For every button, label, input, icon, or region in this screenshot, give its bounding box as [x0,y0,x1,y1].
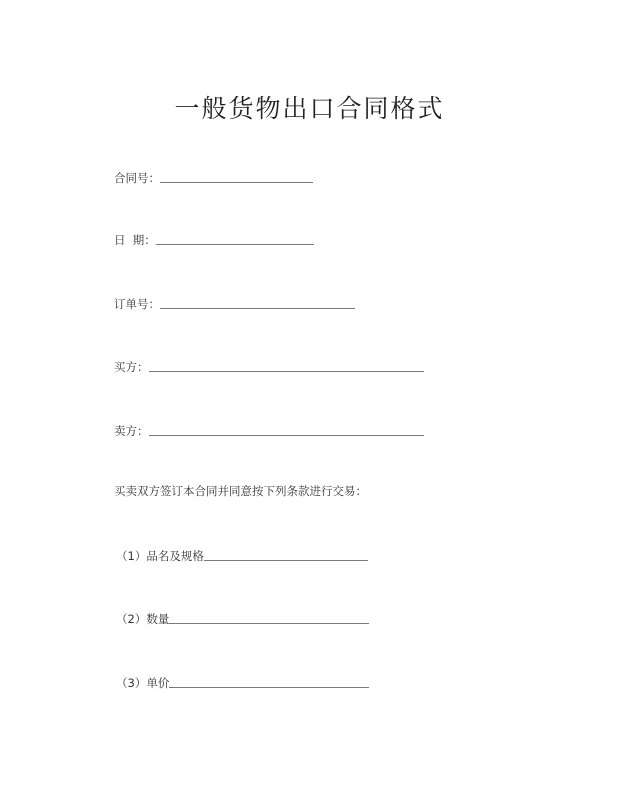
clause-1-blank[interactable] [204,560,368,561]
date-label: 日 期： [114,233,156,247]
buyer-field [114,354,424,374]
date-blank[interactable] [156,244,314,245]
clause-2-blank[interactable] [169,623,369,624]
order-number-field [114,291,355,311]
order-number-blank[interactable] [160,308,355,309]
document-title: 一般货物出口合同格式 [174,93,445,123]
contract-number-field [114,165,313,185]
clause-3-label: （3）单价 [116,676,170,690]
order-number-label: 订单号： [114,297,160,311]
clause-1-label: （1）品名及规格 [116,549,204,563]
clause-3-field [116,670,369,690]
clause-3-blank[interactable] [169,687,369,688]
seller-label: 卖方： [114,424,149,438]
contract-number-blank[interactable] [160,182,313,183]
clause-2-field [116,606,369,626]
contract-number-label: 合同号： [114,171,160,185]
clause-1-field [116,543,368,563]
intro-paragraph: 买卖双方签订本合同并同意按下列条款进行交易： [114,484,367,498]
clause-2-label: （2）数量 [116,612,170,626]
date-field [114,227,314,247]
seller-field [114,418,424,438]
seller-blank[interactable] [149,435,424,436]
buyer-blank[interactable] [149,371,424,372]
buyer-label: 买方： [114,360,149,374]
